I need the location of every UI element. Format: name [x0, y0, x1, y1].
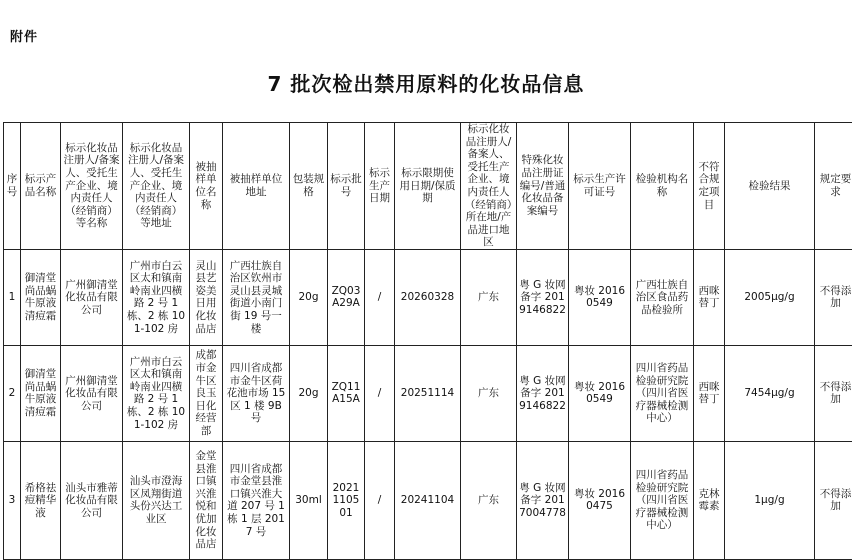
table-cell: 1 — [4, 249, 21, 345]
annex-label: 附件 — [10, 26, 38, 45]
table-cell: 20260328 — [395, 249, 461, 345]
table-cell: 粤 G 妆网备字 2019146822 — [517, 345, 569, 441]
table-cell: 成都市金牛区良玉日化经营部 — [190, 345, 223, 441]
table-cell: / — [365, 345, 395, 441]
table-cell: 御清堂尚品蜗牛原液清痘霜 — [21, 345, 61, 441]
table-cell: 四川省药品检验研究院（四川省医疗器械检测中心） — [631, 345, 694, 441]
table-cell: ZQ03A29A — [328, 249, 365, 345]
table-cell: 西咪替丁 — [694, 345, 725, 441]
header-cell: 检验结果 — [725, 123, 815, 250]
table-header-row — [4, 123, 852, 250]
table-cell: / — [365, 249, 395, 345]
cosmetics-info-table — [3, 122, 852, 560]
table-cell: ZQ11A15A — [328, 345, 365, 441]
header-cell: 检验机构名称 — [631, 123, 694, 250]
header-cell: 标示化妆品注册人/备案人、受托生产企业、境内责任人（经销商）等名称 — [61, 123, 123, 250]
header-cell: 标示生产日期 — [365, 123, 395, 250]
table-cell: 30ml — [290, 441, 328, 559]
table-cell: 广东 — [461, 345, 517, 441]
table-cell: 不得添加 — [815, 249, 852, 345]
table-cell: 不得添加 — [815, 441, 852, 559]
header-cell: 被抽样单位地址 — [223, 123, 290, 250]
table-cell: 御清堂尚品蜗牛原液清痘霜 — [21, 249, 61, 345]
table-cell: 广州御清堂化妆品有限公司 — [61, 249, 123, 345]
table-cell: 广西壮族自治区食品药品检验所 — [631, 249, 694, 345]
table-row — [4, 441, 852, 559]
table-cell: 3 — [4, 441, 21, 559]
table-cell: 广西壮族自治区钦州市灵山县灵城街道小南门街 19 号一楼 — [223, 249, 290, 345]
table-cell: 广州御清堂化妆品有限公司 — [61, 345, 123, 441]
table-cell: 7454μg/g — [725, 345, 815, 441]
header-cell: 包装规格 — [290, 123, 328, 250]
table-cell: 20241104 — [395, 441, 461, 559]
table-cell: / — [365, 441, 395, 559]
table-row — [4, 249, 852, 345]
table-cell: 希格祛痘精华液 — [21, 441, 61, 559]
header-cell: 标示化妆品注册人/备案人、受托生产企业、境内责任人（经销商）等地址 — [123, 123, 190, 250]
table-cell: 广州市白云区太和镇南岭南业四横路 2 号 1 栋、2 栋 101-102 房 — [123, 345, 190, 441]
table-cell: 粤 G 妆网备字 2019146822 — [517, 249, 569, 345]
table-cell: 不得添加 — [815, 345, 852, 441]
table-cell: 广东 — [461, 441, 517, 559]
header-cell: 标示产品名称 — [21, 123, 61, 250]
table-cell: 粤妆 20160475 — [569, 441, 631, 559]
header-cell: 特殊化妆品注册证编号/普通化妆品备案编号 — [517, 123, 569, 250]
table-cell: 粤妆 20160549 — [569, 345, 631, 441]
table-cell: 广州市白云区太和镇南岭南业四横路 2 号 1 栋、2 栋 101-102 房 — [123, 249, 190, 345]
header-cell: 标示限期使用日期/保质期 — [395, 123, 461, 250]
document-title: 7 批次检出禁用原料的化妆品信息 — [0, 68, 852, 97]
header-cell: 被抽样单位名称 — [190, 123, 223, 250]
header-cell: 标示生产许可证号 — [569, 123, 631, 250]
table-cell: 灵山县艺姿美日用化妆品店 — [190, 249, 223, 345]
header-cell: 标示化妆品注册人/备案人、受托生产企业、境内责任人（经销商）所在地/产品进口地区 — [461, 123, 517, 250]
table-cell: 20251114 — [395, 345, 461, 441]
table-cell: 20g — [290, 345, 328, 441]
header-cell: 规定要求 — [815, 123, 852, 250]
table-row — [4, 345, 852, 441]
table-cell: 汕头市雅蒂化妆品有限公司 — [61, 441, 123, 559]
table-cell: 四川省成都市金牛区荷花池市场 15 区 1 楼 9B 号 — [223, 345, 290, 441]
header-cell: 不符合规定项目 — [694, 123, 725, 250]
header-cell: 标示批号 — [328, 123, 365, 250]
table-cell: 1μg/g — [725, 441, 815, 559]
table-cell: 四川省药品检验研究院（四川省医疗器械检测中心） — [631, 441, 694, 559]
table-cell: 2021110501 — [328, 441, 365, 559]
table-cell: 四川省成都市金堂县淮口镇兴淮大道 207 号 1 栋 1 层 2017 号 — [223, 441, 290, 559]
table-cell: 汕头市澄海区凤翔街道头份兴达工业区 — [123, 441, 190, 559]
table-cell: 粤妆 20160549 — [569, 249, 631, 345]
table-cell: 克林霉素 — [694, 441, 725, 559]
table-cell: 粤 G 妆网备字 2017004778 — [517, 441, 569, 559]
header-cell: 序号 — [4, 123, 21, 250]
table-cell: 20g — [290, 249, 328, 345]
table-cell: 金堂县淮口镇兴淮悦和优加化妆品店 — [190, 441, 223, 559]
table-cell: 西咪替丁 — [694, 249, 725, 345]
table-cell: 2005μg/g — [725, 249, 815, 345]
table-cell: 广东 — [461, 249, 517, 345]
table-cell: 2 — [4, 345, 21, 441]
